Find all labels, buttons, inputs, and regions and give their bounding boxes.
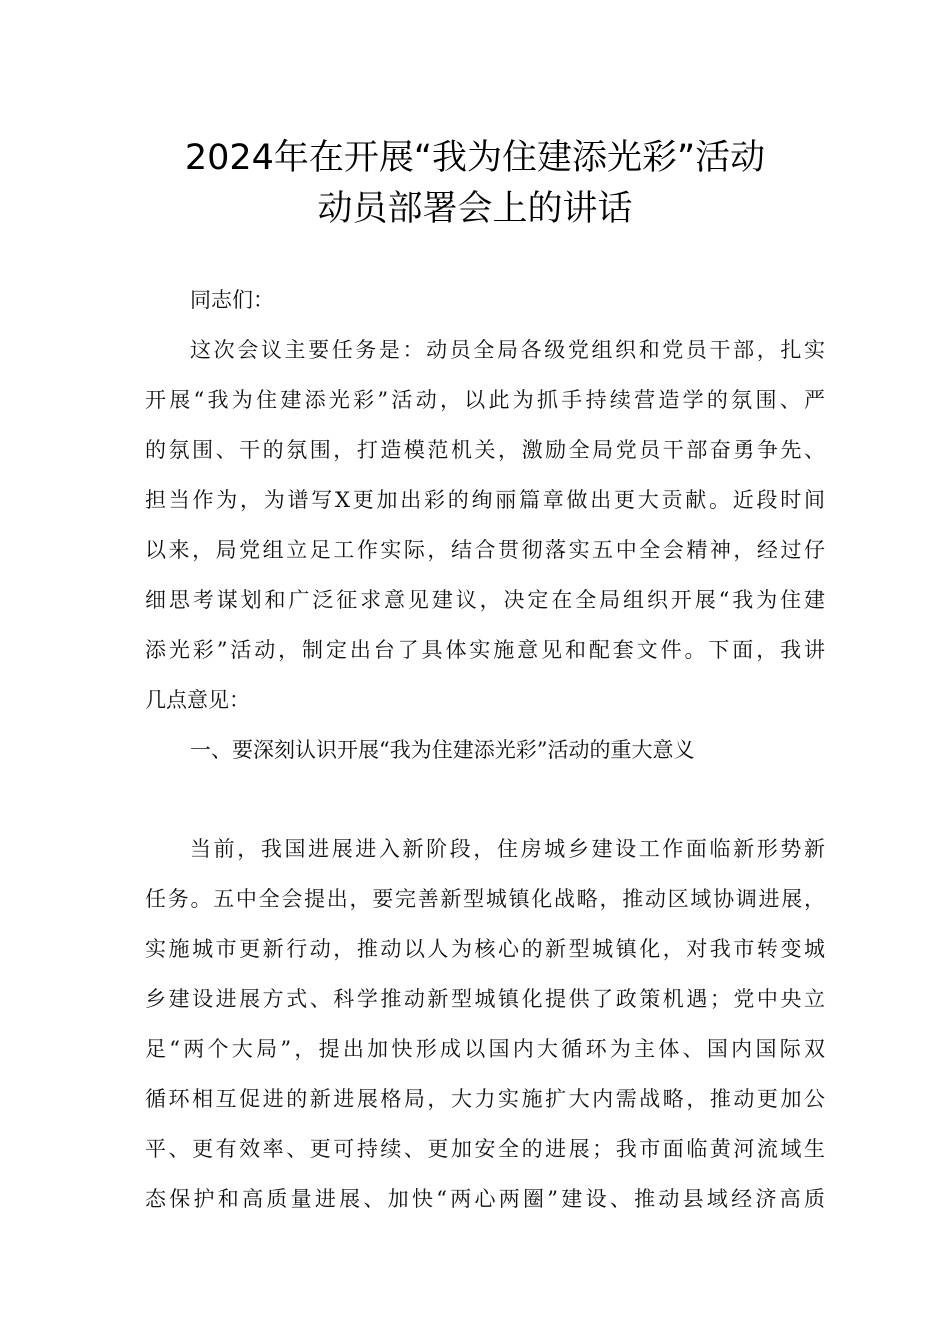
paragraph-line: 开展“我为住建添光彩”活动，以此为抓手持续营造学的氛围、严	[145, 388, 825, 412]
paragraph-line: 实施城市更新行动，推动以人为核心的新型城镇化，对我市转变城	[145, 937, 825, 961]
paragraph-line: 循环相互促进的新进展格局，大力实施扩大内需战略，推动更加公	[145, 1087, 825, 1111]
paragraph-line: 乡建设进展方式、科学推动新型城镇化提供了政策机遇；党中央立	[145, 987, 825, 1011]
paragraph-line: 添光彩”活动，制定出台了具体实施意见和配套文件。下面，我讲	[145, 638, 825, 662]
paragraph-line: 担当作为，为谱写X更加出彩的绚丽篇章做出更大贡献。近段时间	[145, 488, 825, 512]
paragraph-line: 足“两个大局”，提出加快形成以国内大循环为主体、国内国际双	[145, 1037, 825, 1061]
document-title-line-2: 动员部署会上的讲话	[317, 189, 633, 229]
paragraph-line: 这次会议主要任务是：动员全局各级党组织和党员干部，扎实	[190, 338, 825, 362]
paragraph-line: 平、更有效率、更可持续、更加安全的进展；我市面临黄河流域生	[145, 1137, 825, 1161]
paragraph-line: 细思考谋划和广泛征求意见建议，决定在全局组织开展“我为住建	[145, 588, 825, 612]
paragraph-line: 任务。五中全会提出，要完善新型城镇化战略，推动区域协调进展，	[145, 887, 825, 911]
paragraph-line: 态保护和高质量进展、加快“两心两圈”建设、推动县域经济高质	[145, 1187, 825, 1211]
paragraph-line: 几点意见：	[145, 688, 250, 712]
section-heading: 一、要深刻认识开展“我为住建添光彩”活动的重大意义	[190, 738, 695, 762]
paragraph-line: 的氛围、干的氛围，打造模范机关，激励全局党员干部奋勇争先、	[145, 438, 825, 462]
paragraph-line: 以来，局党组立足工作实际，结合贯彻落实五中全会精神，经过仔	[145, 538, 825, 562]
salutation: 同志们：	[190, 288, 274, 312]
paragraph-line: 当前，我国进展进入新阶段，住房城乡建设工作面临新形势新	[190, 837, 825, 861]
document-title-line-1: 2024年在开展“我为住建添光彩”活动	[184, 138, 766, 178]
